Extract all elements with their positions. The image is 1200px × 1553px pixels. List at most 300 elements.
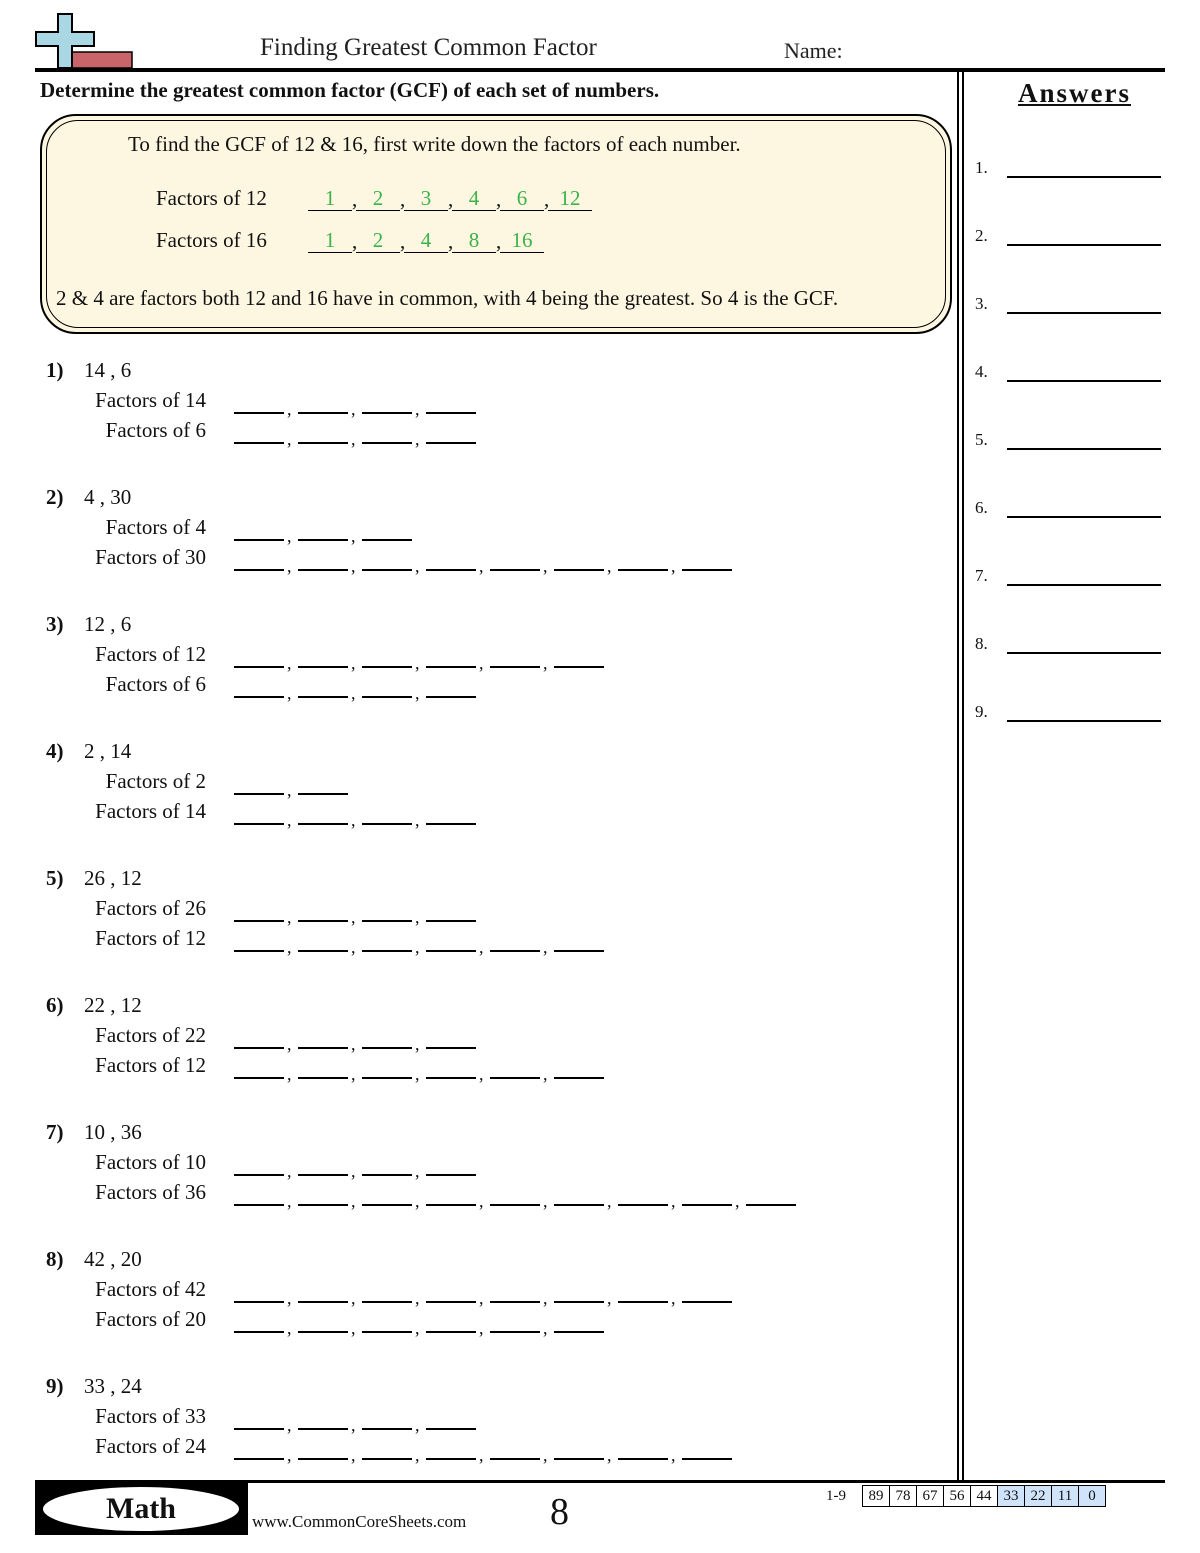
- factor-blank[interactable]: [426, 394, 476, 414]
- factor-blanks: [234, 1410, 476, 1430]
- example-factor: 1: [308, 186, 352, 211]
- factor-blank[interactable]: [426, 932, 476, 952]
- factor-blank[interactable]: [298, 521, 348, 541]
- factor-blank[interactable]: [426, 678, 476, 698]
- factor-blank[interactable]: [298, 424, 348, 444]
- factor-blank[interactable]: [618, 1283, 668, 1303]
- factor-blank[interactable]: [234, 1156, 284, 1176]
- problem-numbers: 42 , 20: [84, 1247, 142, 1271]
- factor-blank[interactable]: [490, 932, 540, 952]
- comma: [348, 680, 362, 698]
- factor-blank[interactable]: [362, 805, 412, 825]
- factor-blank[interactable]: [298, 1186, 348, 1206]
- comma: [412, 1315, 426, 1333]
- comma: [284, 680, 298, 698]
- factor-blank[interactable]: [298, 648, 348, 668]
- factor-row: [46, 1277, 926, 1303]
- comma: [604, 553, 618, 571]
- comma: [540, 1315, 554, 1333]
- factor-blanks: [234, 1029, 476, 1049]
- factor-blank[interactable]: [426, 1283, 476, 1303]
- factor-blank[interactable]: [554, 648, 604, 668]
- factor-row: [46, 769, 926, 795]
- factor-blank[interactable]: [298, 678, 348, 698]
- factor-blank[interactable]: [234, 932, 284, 952]
- example-intro: To find the GCF of 12 & 16, first write down the factors of each number.: [128, 132, 741, 156]
- factor-row: [46, 1307, 926, 1333]
- factor-blanks: [234, 805, 476, 825]
- factor-blank[interactable]: [682, 1283, 732, 1303]
- comma: [604, 1188, 618, 1206]
- factor-row: [46, 545, 926, 571]
- factor-blank[interactable]: [426, 648, 476, 668]
- factor-blank[interactable]: [490, 551, 540, 571]
- factor-blank[interactable]: [234, 394, 284, 414]
- factor-blank[interactable]: [362, 1283, 412, 1303]
- factor-blank[interactable]: [362, 648, 412, 668]
- factor-row-label: Factors of 6: [105, 418, 206, 442]
- comma: [540, 553, 554, 571]
- comma: [348, 1158, 362, 1176]
- factor-blank[interactable]: [234, 775, 284, 795]
- comma: ,: [496, 187, 502, 211]
- comma: [284, 1412, 298, 1430]
- comma: [284, 1158, 298, 1176]
- factor-blanks: [234, 678, 476, 698]
- factor-blank[interactable]: [234, 678, 284, 698]
- factor-row: [46, 1180, 926, 1206]
- factor-blank[interactable]: [298, 932, 348, 952]
- example-row-label: Factors of 16: [156, 228, 267, 252]
- factor-blank[interactable]: [362, 678, 412, 698]
- problem-numbers: 2 , 14: [84, 739, 132, 763]
- answer-row: [975, 158, 1165, 182]
- factor-row-label: Factors of 26: [95, 896, 206, 920]
- answer-blank[interactable]: [1007, 720, 1161, 722]
- answer-row: [975, 566, 1165, 590]
- factor-blank[interactable]: [426, 1186, 476, 1206]
- factor-blank[interactable]: [362, 1440, 412, 1460]
- factor-row: [46, 1150, 926, 1176]
- factor-blanks: [234, 1283, 732, 1303]
- comma: [412, 934, 426, 952]
- factor-blank[interactable]: [490, 1059, 540, 1079]
- factor-blank[interactable]: [554, 1059, 604, 1079]
- instructions: Determine the greatest common factor (GCF) of each set of numbers.: [40, 78, 660, 102]
- factor-blank[interactable]: [618, 1186, 668, 1206]
- factor-blank[interactable]: [362, 551, 412, 571]
- factor-blank[interactable]: [746, 1186, 796, 1206]
- factor-blank[interactable]: [362, 902, 412, 922]
- factor-blank[interactable]: [234, 648, 284, 668]
- factor-blank[interactable]: [490, 1313, 540, 1333]
- factor-blank[interactable]: [298, 775, 348, 795]
- answer-number: 1.: [975, 158, 988, 177]
- answer-blank[interactable]: [1007, 448, 1161, 450]
- comma: [284, 553, 298, 571]
- answer-blank[interactable]: [1007, 176, 1161, 178]
- factor-blank[interactable]: [298, 1410, 348, 1430]
- comma: ,: [544, 187, 550, 211]
- factor-blank[interactable]: [298, 902, 348, 922]
- comma: [476, 1442, 490, 1460]
- answer-blank[interactable]: [1007, 652, 1161, 654]
- comma: [412, 807, 426, 825]
- comma: ,: [496, 229, 502, 253]
- answer-number: 8.: [975, 634, 988, 653]
- plus-logo-icon: [34, 12, 134, 70]
- comma: ,: [400, 229, 406, 253]
- answer-number: 4.: [975, 362, 988, 381]
- comma: [604, 1442, 618, 1460]
- footer-brand-ellipse: [43, 1487, 239, 1531]
- comma: [412, 426, 426, 444]
- example-factor: 1: [308, 228, 352, 253]
- problem: [46, 866, 946, 976]
- comma: [412, 1285, 426, 1303]
- name-label: Name:: [784, 38, 843, 63]
- factor-blank[interactable]: [426, 1029, 476, 1049]
- factor-row: [46, 1404, 926, 1430]
- comma: [348, 396, 362, 414]
- factor-row: [46, 388, 926, 414]
- factor-blank[interactable]: [234, 1440, 284, 1460]
- example-row-label: Factors of 12: [156, 186, 267, 210]
- problem-number: 6): [46, 993, 64, 1017]
- example-factor: 2: [356, 186, 400, 211]
- factor-blank[interactable]: [298, 1156, 348, 1176]
- problem-number: 8): [46, 1247, 64, 1271]
- factor-row-label: Factors of 22: [95, 1023, 206, 1047]
- problem-number: 4): [46, 739, 64, 763]
- factor-blanks: [234, 1186, 796, 1206]
- factor-blank[interactable]: [298, 551, 348, 571]
- factor-blank[interactable]: [490, 648, 540, 668]
- factor-blank[interactable]: [426, 551, 476, 571]
- factor-row-label: Factors of 12: [95, 1053, 206, 1077]
- example-factor: 2: [356, 228, 400, 253]
- comma: [476, 1061, 490, 1079]
- factor-blank[interactable]: [554, 1313, 604, 1333]
- comma: [476, 553, 490, 571]
- factor-row: [46, 896, 926, 922]
- example-factor: 8: [452, 228, 496, 253]
- comma: ,: [352, 229, 358, 253]
- factor-row-label: Factors of 4: [105, 515, 206, 539]
- answer-blank[interactable]: [1007, 516, 1161, 518]
- factor-row-label: Factors of 10: [95, 1150, 206, 1174]
- comma: [604, 1285, 618, 1303]
- comma: [412, 1188, 426, 1206]
- factor-row: [46, 1434, 926, 1460]
- factor-blank[interactable]: [234, 1313, 284, 1333]
- problem: [46, 358, 946, 468]
- comma: [668, 553, 682, 571]
- factor-blank[interactable]: [362, 1313, 412, 1333]
- factor-row-label: Factors of 24: [95, 1434, 206, 1458]
- comma: [348, 1061, 362, 1079]
- factor-blank[interactable]: [490, 1186, 540, 1206]
- answer-number: 6.: [975, 498, 988, 517]
- factor-blank[interactable]: [426, 1410, 476, 1430]
- example-factor: 4: [452, 186, 496, 211]
- comma: [284, 1442, 298, 1460]
- footer-brand: Math: [106, 1492, 176, 1525]
- answer-number: 9.: [975, 702, 988, 721]
- comma: [348, 650, 362, 668]
- comma: ,: [448, 229, 454, 253]
- factor-blank[interactable]: [490, 1283, 540, 1303]
- comma: [412, 1442, 426, 1460]
- problem: [46, 485, 946, 595]
- comma: [348, 807, 362, 825]
- factor-blank[interactable]: [362, 521, 412, 541]
- factor-blank[interactable]: [554, 551, 604, 571]
- answer-blank[interactable]: [1007, 312, 1161, 314]
- factor-blank[interactable]: [490, 1440, 540, 1460]
- factor-blank[interactable]: [298, 1440, 348, 1460]
- factor-blanks: [234, 1440, 732, 1460]
- answer-blank[interactable]: [1007, 244, 1161, 246]
- comma: ,: [448, 187, 454, 211]
- factor-blank[interactable]: [362, 424, 412, 444]
- problem-numbers: 33 , 24: [84, 1374, 142, 1398]
- answer-blank[interactable]: [1007, 584, 1161, 586]
- comma: [668, 1442, 682, 1460]
- problem: [46, 993, 946, 1103]
- problem-number: 2): [46, 485, 64, 509]
- problem-number: 1): [46, 358, 64, 382]
- factor-blank[interactable]: [618, 551, 668, 571]
- page-title: Finding Greatest Common Factor: [260, 34, 597, 61]
- comma: [540, 1285, 554, 1303]
- problem: [46, 612, 946, 722]
- problem: [46, 1374, 946, 1484]
- factor-row: [46, 672, 926, 698]
- score-cell: 78: [890, 1486, 917, 1506]
- example-conclusion: 2 & 4 are factors both 12 and 16 have in common, with 4 being the greatest. So 4 is the GCF.: [56, 286, 839, 310]
- comma: [412, 1158, 426, 1176]
- factor-blank[interactable]: [682, 1186, 732, 1206]
- problem-numbers: 26 , 12: [84, 866, 142, 890]
- comma: [412, 1031, 426, 1049]
- answer-row: [975, 226, 1165, 250]
- factor-row: [46, 1053, 926, 1079]
- factor-blanks: [234, 775, 348, 795]
- factor-blank[interactable]: [362, 1156, 412, 1176]
- comma: [668, 1285, 682, 1303]
- factor-row-label: Factors of 33: [95, 1404, 206, 1428]
- factor-blanks: [234, 521, 412, 541]
- factor-blank[interactable]: [426, 805, 476, 825]
- comma: [412, 396, 426, 414]
- example-factor: 12: [548, 186, 592, 211]
- comma: [284, 1188, 298, 1206]
- problem-number: 9): [46, 1374, 64, 1398]
- factor-blank[interactable]: [234, 1410, 284, 1430]
- comma: [732, 1188, 746, 1206]
- score-cell: 22: [1025, 1486, 1052, 1506]
- factor-row: [46, 515, 926, 541]
- factor-blank[interactable]: [362, 1186, 412, 1206]
- factor-blank[interactable]: [298, 1029, 348, 1049]
- factor-blank[interactable]: [298, 1313, 348, 1333]
- factor-blank[interactable]: [234, 551, 284, 571]
- answer-number: 7.: [975, 566, 988, 585]
- factor-blank[interactable]: [362, 1059, 412, 1079]
- answer-number: 3.: [975, 294, 988, 313]
- factor-row: [46, 642, 926, 668]
- factor-blank[interactable]: [426, 424, 476, 444]
- header-rule: [35, 68, 1165, 72]
- example-factor-list: [308, 186, 592, 211]
- comma: [284, 777, 298, 795]
- example-factor: 16: [500, 228, 544, 253]
- comma: [412, 1412, 426, 1430]
- score-cell: 44: [971, 1486, 998, 1506]
- score-cell: 67: [917, 1486, 944, 1506]
- footer-url: www.CommonCoreSheets.com: [252, 1512, 467, 1531]
- comma: [412, 553, 426, 571]
- comma: [348, 523, 362, 541]
- answer-blank[interactable]: [1007, 380, 1161, 382]
- factor-blank[interactable]: [298, 394, 348, 414]
- factor-blank[interactable]: [426, 1059, 476, 1079]
- comma: [348, 1188, 362, 1206]
- factor-blanks: [234, 1313, 604, 1333]
- factor-blanks: [234, 902, 476, 922]
- comma: [412, 650, 426, 668]
- factor-blank[interactable]: [682, 1440, 732, 1460]
- problem: [46, 739, 946, 849]
- comma: [284, 934, 298, 952]
- comma: [284, 1031, 298, 1049]
- factor-row: [46, 799, 926, 825]
- factor-row-label: Factors of 36: [95, 1180, 206, 1204]
- problem-number: 5): [46, 866, 64, 890]
- problem-numbers: 22 , 12: [84, 993, 142, 1017]
- factor-blanks: [234, 424, 476, 444]
- factor-blank[interactable]: [234, 805, 284, 825]
- factor-row-label: Factors of 42: [95, 1277, 206, 1301]
- factor-blank[interactable]: [682, 551, 732, 571]
- factor-blank[interactable]: [362, 394, 412, 414]
- comma: [284, 426, 298, 444]
- comma: [540, 650, 554, 668]
- factor-row: [46, 926, 926, 952]
- factor-row-label: Factors of 12: [95, 926, 206, 950]
- comma: [540, 1188, 554, 1206]
- comma: [348, 1412, 362, 1430]
- problem-numbers: 12 , 6: [84, 612, 132, 636]
- factor-blank[interactable]: [554, 932, 604, 952]
- factor-blank[interactable]: [234, 1186, 284, 1206]
- factor-row-label: Factors of 20: [95, 1307, 206, 1331]
- score-range-label: 1-9: [826, 1488, 846, 1504]
- comma: [284, 807, 298, 825]
- comma: [348, 1031, 362, 1049]
- score-table: [862, 1485, 1106, 1507]
- factor-blanks: [234, 932, 604, 952]
- page-number: 8: [550, 1491, 569, 1533]
- problem: [46, 1120, 946, 1230]
- factor-blank[interactable]: [362, 1029, 412, 1049]
- comma: [476, 934, 490, 952]
- factor-blank[interactable]: [426, 1156, 476, 1176]
- answers-title: Answers: [1018, 78, 1131, 108]
- score-cell: 33: [998, 1486, 1025, 1506]
- example-factor-list: [308, 228, 544, 253]
- comma: [348, 1442, 362, 1460]
- answer-row: [975, 294, 1165, 318]
- answer-number: 5.: [975, 430, 988, 449]
- factor-row-label: Factors of 14: [95, 799, 206, 823]
- comma: [540, 934, 554, 952]
- example-factor: 4: [404, 228, 448, 253]
- factor-blank[interactable]: [234, 1283, 284, 1303]
- factor-row-label: Factors of 30: [95, 545, 206, 569]
- problem-number: 3): [46, 612, 64, 636]
- column-divider: [962, 72, 964, 1480]
- problem-number: 7): [46, 1120, 64, 1144]
- comma: [284, 1285, 298, 1303]
- answer-row: [975, 634, 1165, 658]
- factor-blank[interactable]: [554, 1186, 604, 1206]
- comma: [476, 650, 490, 668]
- factor-blank[interactable]: [234, 521, 284, 541]
- factor-blank[interactable]: [426, 1440, 476, 1460]
- factor-blank[interactable]: [618, 1440, 668, 1460]
- comma: [412, 680, 426, 698]
- answer-row: [975, 498, 1165, 522]
- factor-blanks: [234, 648, 604, 668]
- answer-row: [975, 362, 1165, 386]
- factor-blank[interactable]: [234, 1029, 284, 1049]
- score-cell: 89: [863, 1486, 890, 1506]
- factor-blank[interactable]: [298, 1059, 348, 1079]
- factor-row-label: Factors of 2: [105, 769, 206, 793]
- factor-row-label: Factors of 12: [95, 642, 206, 666]
- comma: [284, 396, 298, 414]
- factor-blank[interactable]: [362, 1410, 412, 1430]
- comma: [348, 426, 362, 444]
- comma: [348, 934, 362, 952]
- factor-blank[interactable]: [298, 1283, 348, 1303]
- comma: [284, 650, 298, 668]
- factor-blank[interactable]: [426, 1313, 476, 1333]
- factor-row-label: Factors of 6: [105, 672, 206, 696]
- factor-blank[interactable]: [234, 902, 284, 922]
- comma: [668, 1188, 682, 1206]
- factor-blanks: [234, 1156, 476, 1176]
- factor-blank[interactable]: [298, 805, 348, 825]
- factor-blank[interactable]: [554, 1283, 604, 1303]
- factor-blank[interactable]: [426, 902, 476, 922]
- column-divider: [957, 72, 959, 1480]
- comma: [348, 553, 362, 571]
- problem-numbers: 14 , 6: [84, 358, 132, 382]
- comma: [412, 904, 426, 922]
- factor-blank[interactable]: [554, 1440, 604, 1460]
- score-cell: 0: [1079, 1486, 1105, 1506]
- factor-blank[interactable]: [234, 424, 284, 444]
- factor-blank[interactable]: [234, 1059, 284, 1079]
- answer-row: [975, 430, 1165, 454]
- example-factor: 3: [404, 186, 448, 211]
- factor-blank[interactable]: [362, 932, 412, 952]
- comma: [540, 1442, 554, 1460]
- factor-blanks: [234, 1059, 604, 1079]
